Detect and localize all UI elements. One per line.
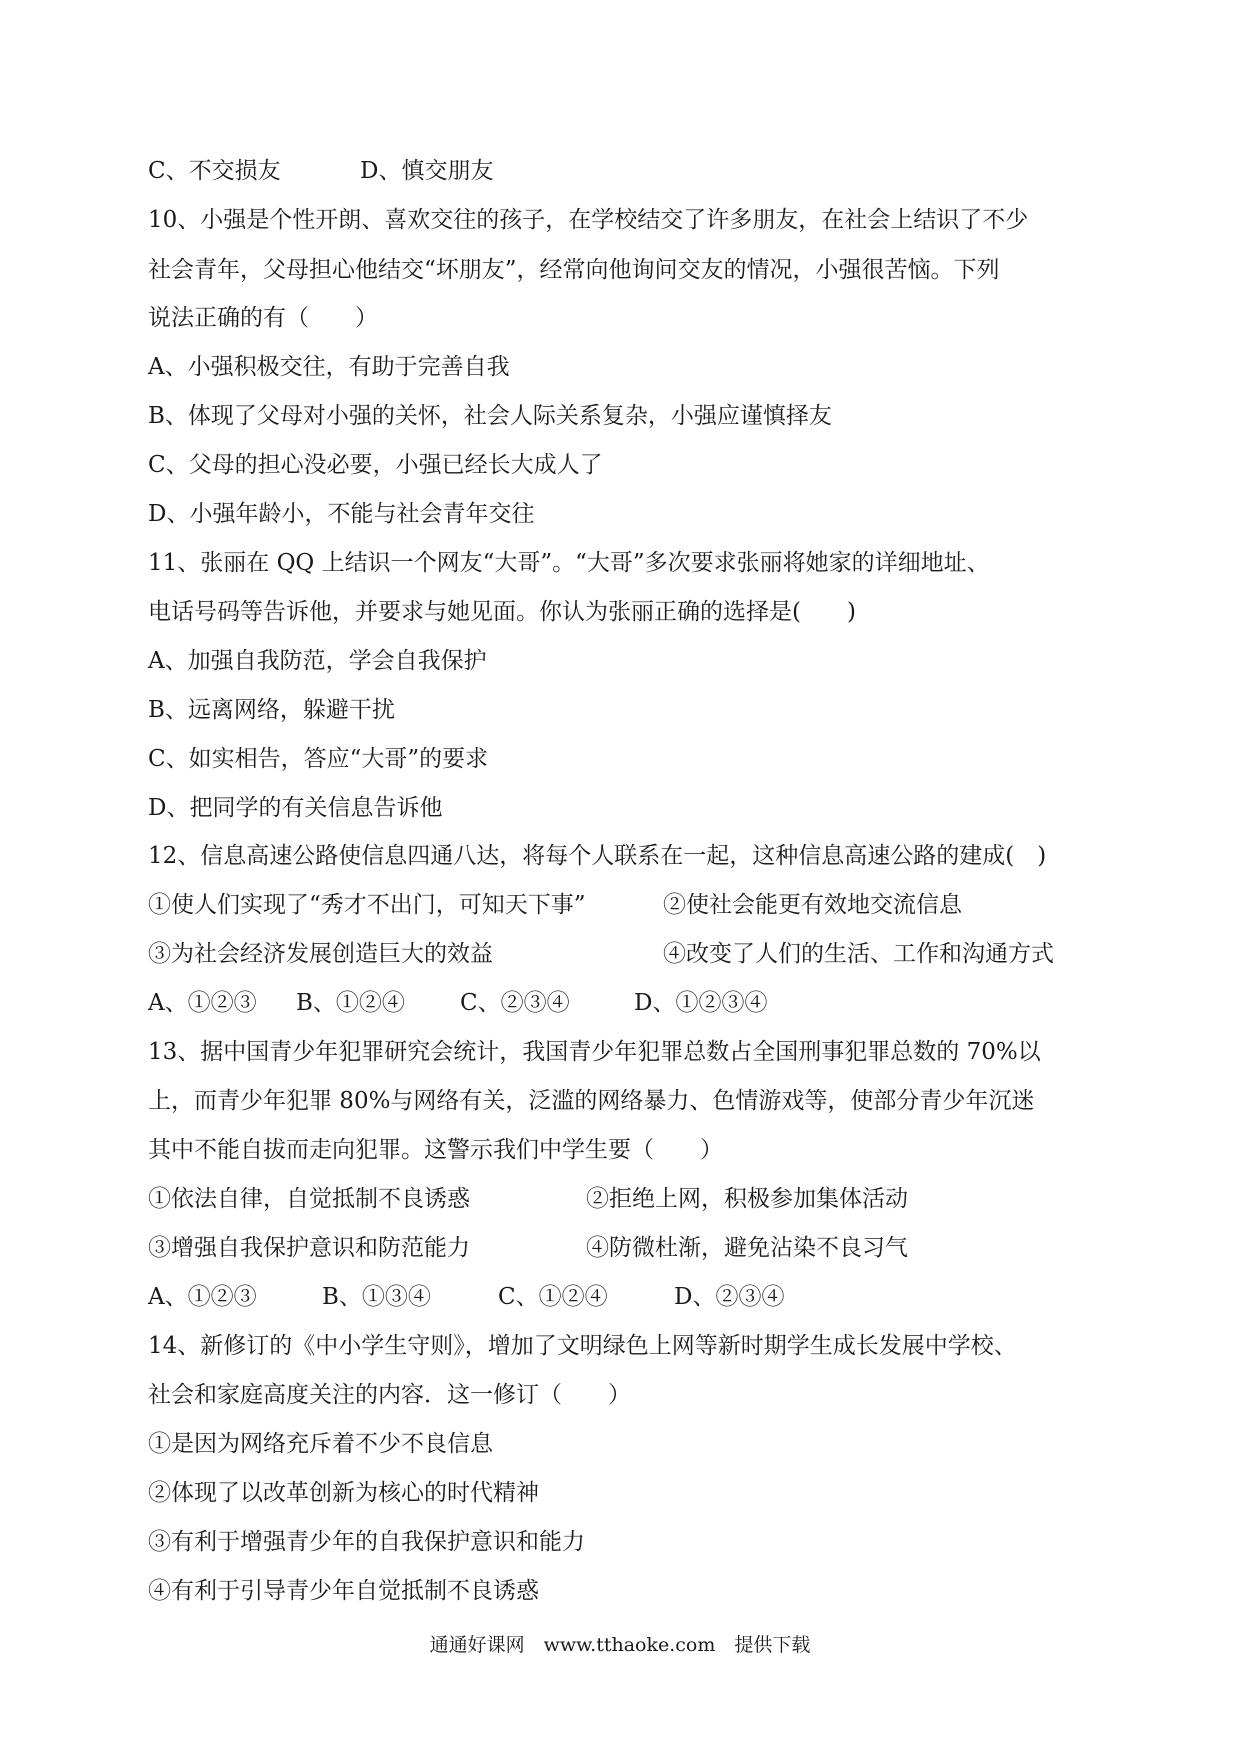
- page-footer: 通通好课网 www.tthaoke.com 提供下载: [429, 1634, 811, 1656]
- option-c: C、②③④: [460, 990, 570, 1016]
- question-14-statement-4: ④有利于引导青少年自觉抵制不良诱惑: [148, 1578, 539, 1604]
- question-10-text: 社会青年，父母担心他结交“坏朋友”，经常向他询问交友的情况，小强很苦恼。下列: [148, 257, 1000, 283]
- question-13-text: 13、据中国青少年犯罪研究会统计，我国青少年犯罪总数占全国刑事犯罪总数的 70%以: [148, 1039, 1041, 1065]
- question-10-option-b: B、体现了父母对小强的关怀，社会人际关系复杂，小强应谨慎择友: [148, 403, 832, 429]
- question-13-text: 上，而青少年犯罪 80%与网络有关，泛滥的网络暴力、色情游戏等，使部分青少年沉迷: [148, 1088, 1035, 1114]
- question-13-options: [148, 1282, 785, 1312]
- question-11-option-b: B、远离网络，躲避干扰: [148, 697, 395, 723]
- statement-2: ②拒绝上网，积极参加集体活动: [586, 1186, 908, 1212]
- question-10-option-c: C、父母的担心没必要，小强已经长大成人了: [148, 452, 603, 478]
- statement-1: ①依法自律，自觉抵制不良诱惑: [148, 1186, 470, 1212]
- question-10-text: 10、小强是个性开朗、喜欢交往的孩子，在学校结交了许多朋友，在社会上结识了不少: [148, 207, 1029, 233]
- question-11-option-d: D、把同学的有关信息告诉他: [148, 795, 443, 821]
- question-13-statements: [148, 1184, 908, 1214]
- question-11-text: 电话号码等告诉他，并要求与她见面。你认为张丽正确的选择是( ): [148, 599, 856, 625]
- option-d: D、慎交朋友: [360, 158, 494, 184]
- question-14-statement-2: ②体现了以改革创新为核心的时代精神: [148, 1480, 539, 1506]
- statement-3: ③增强自我保护意识和防范能力: [148, 1235, 470, 1261]
- question-14-statement-3: ③有利于增强青少年的自我保护意识和能力: [148, 1529, 585, 1555]
- question-14-text: 14、新修订的《中小学生守则》，增加了文明绿色上网等新时期学生成长发展中学校、: [148, 1333, 1017, 1359]
- question-12-statements: [148, 890, 962, 920]
- question-14-statement-1: ①是因为网络充斥着不少不良信息: [148, 1431, 493, 1457]
- question-13-statements: [148, 1233, 908, 1263]
- statement-1: ①使人们实现了“秀才不出门，可知天下事”: [148, 892, 586, 918]
- statement-4: ④改变了人们的生活、工作和沟通方式: [663, 941, 1054, 967]
- question-11-option-a: A、加强自我防范，学会自我保护: [148, 648, 487, 674]
- question-12-text: 12、信息高速公路使信息四通八达，将每个人联系在一起，这种信息高速公路的建成( ): [148, 843, 1047, 869]
- statement-4: ④防微杜渐，避免沾染不良习气: [586, 1235, 908, 1261]
- question-14-text: 社会和家庭高度关注的内容．这一修订（ ）: [148, 1382, 631, 1408]
- option-a: A、①②③: [148, 1284, 257, 1310]
- option-d: D、②③④: [674, 1284, 785, 1310]
- question-13-text: 其中不能自拔而走向犯罪。这警示我们中学生要（ ）: [148, 1137, 723, 1163]
- option-b: B、①③④: [322, 1284, 431, 1310]
- option-c: C、不交损友: [148, 158, 281, 184]
- question-12-options: [148, 988, 768, 1018]
- option-line: [148, 156, 494, 186]
- question-11-text: 11、张丽在 QQ 上结识一个网友“大哥”。“大哥”多次要求张丽将她家的详细地址、: [148, 550, 990, 576]
- statement-2: ②使社会能更有效地交流信息: [663, 892, 962, 918]
- question-10-text: 说法正确的有（ ）: [148, 305, 378, 331]
- option-d: D、①②③④: [634, 990, 768, 1016]
- option-a: A、①②③: [148, 990, 257, 1016]
- statement-3: ③为社会经济发展创造巨大的效益: [148, 941, 493, 967]
- option-c: C、①②④: [498, 1284, 608, 1310]
- question-10-option-a: A、小强积极交往，有助于完善自我: [148, 354, 510, 380]
- question-11-option-c: C、如实相告，答应“大哥”的要求: [148, 746, 489, 772]
- question-12-statements: [148, 939, 1054, 969]
- option-b: B、①②④: [296, 990, 405, 1016]
- question-10-option-d: D、小强年龄小，不能与社会青年交往: [148, 501, 535, 527]
